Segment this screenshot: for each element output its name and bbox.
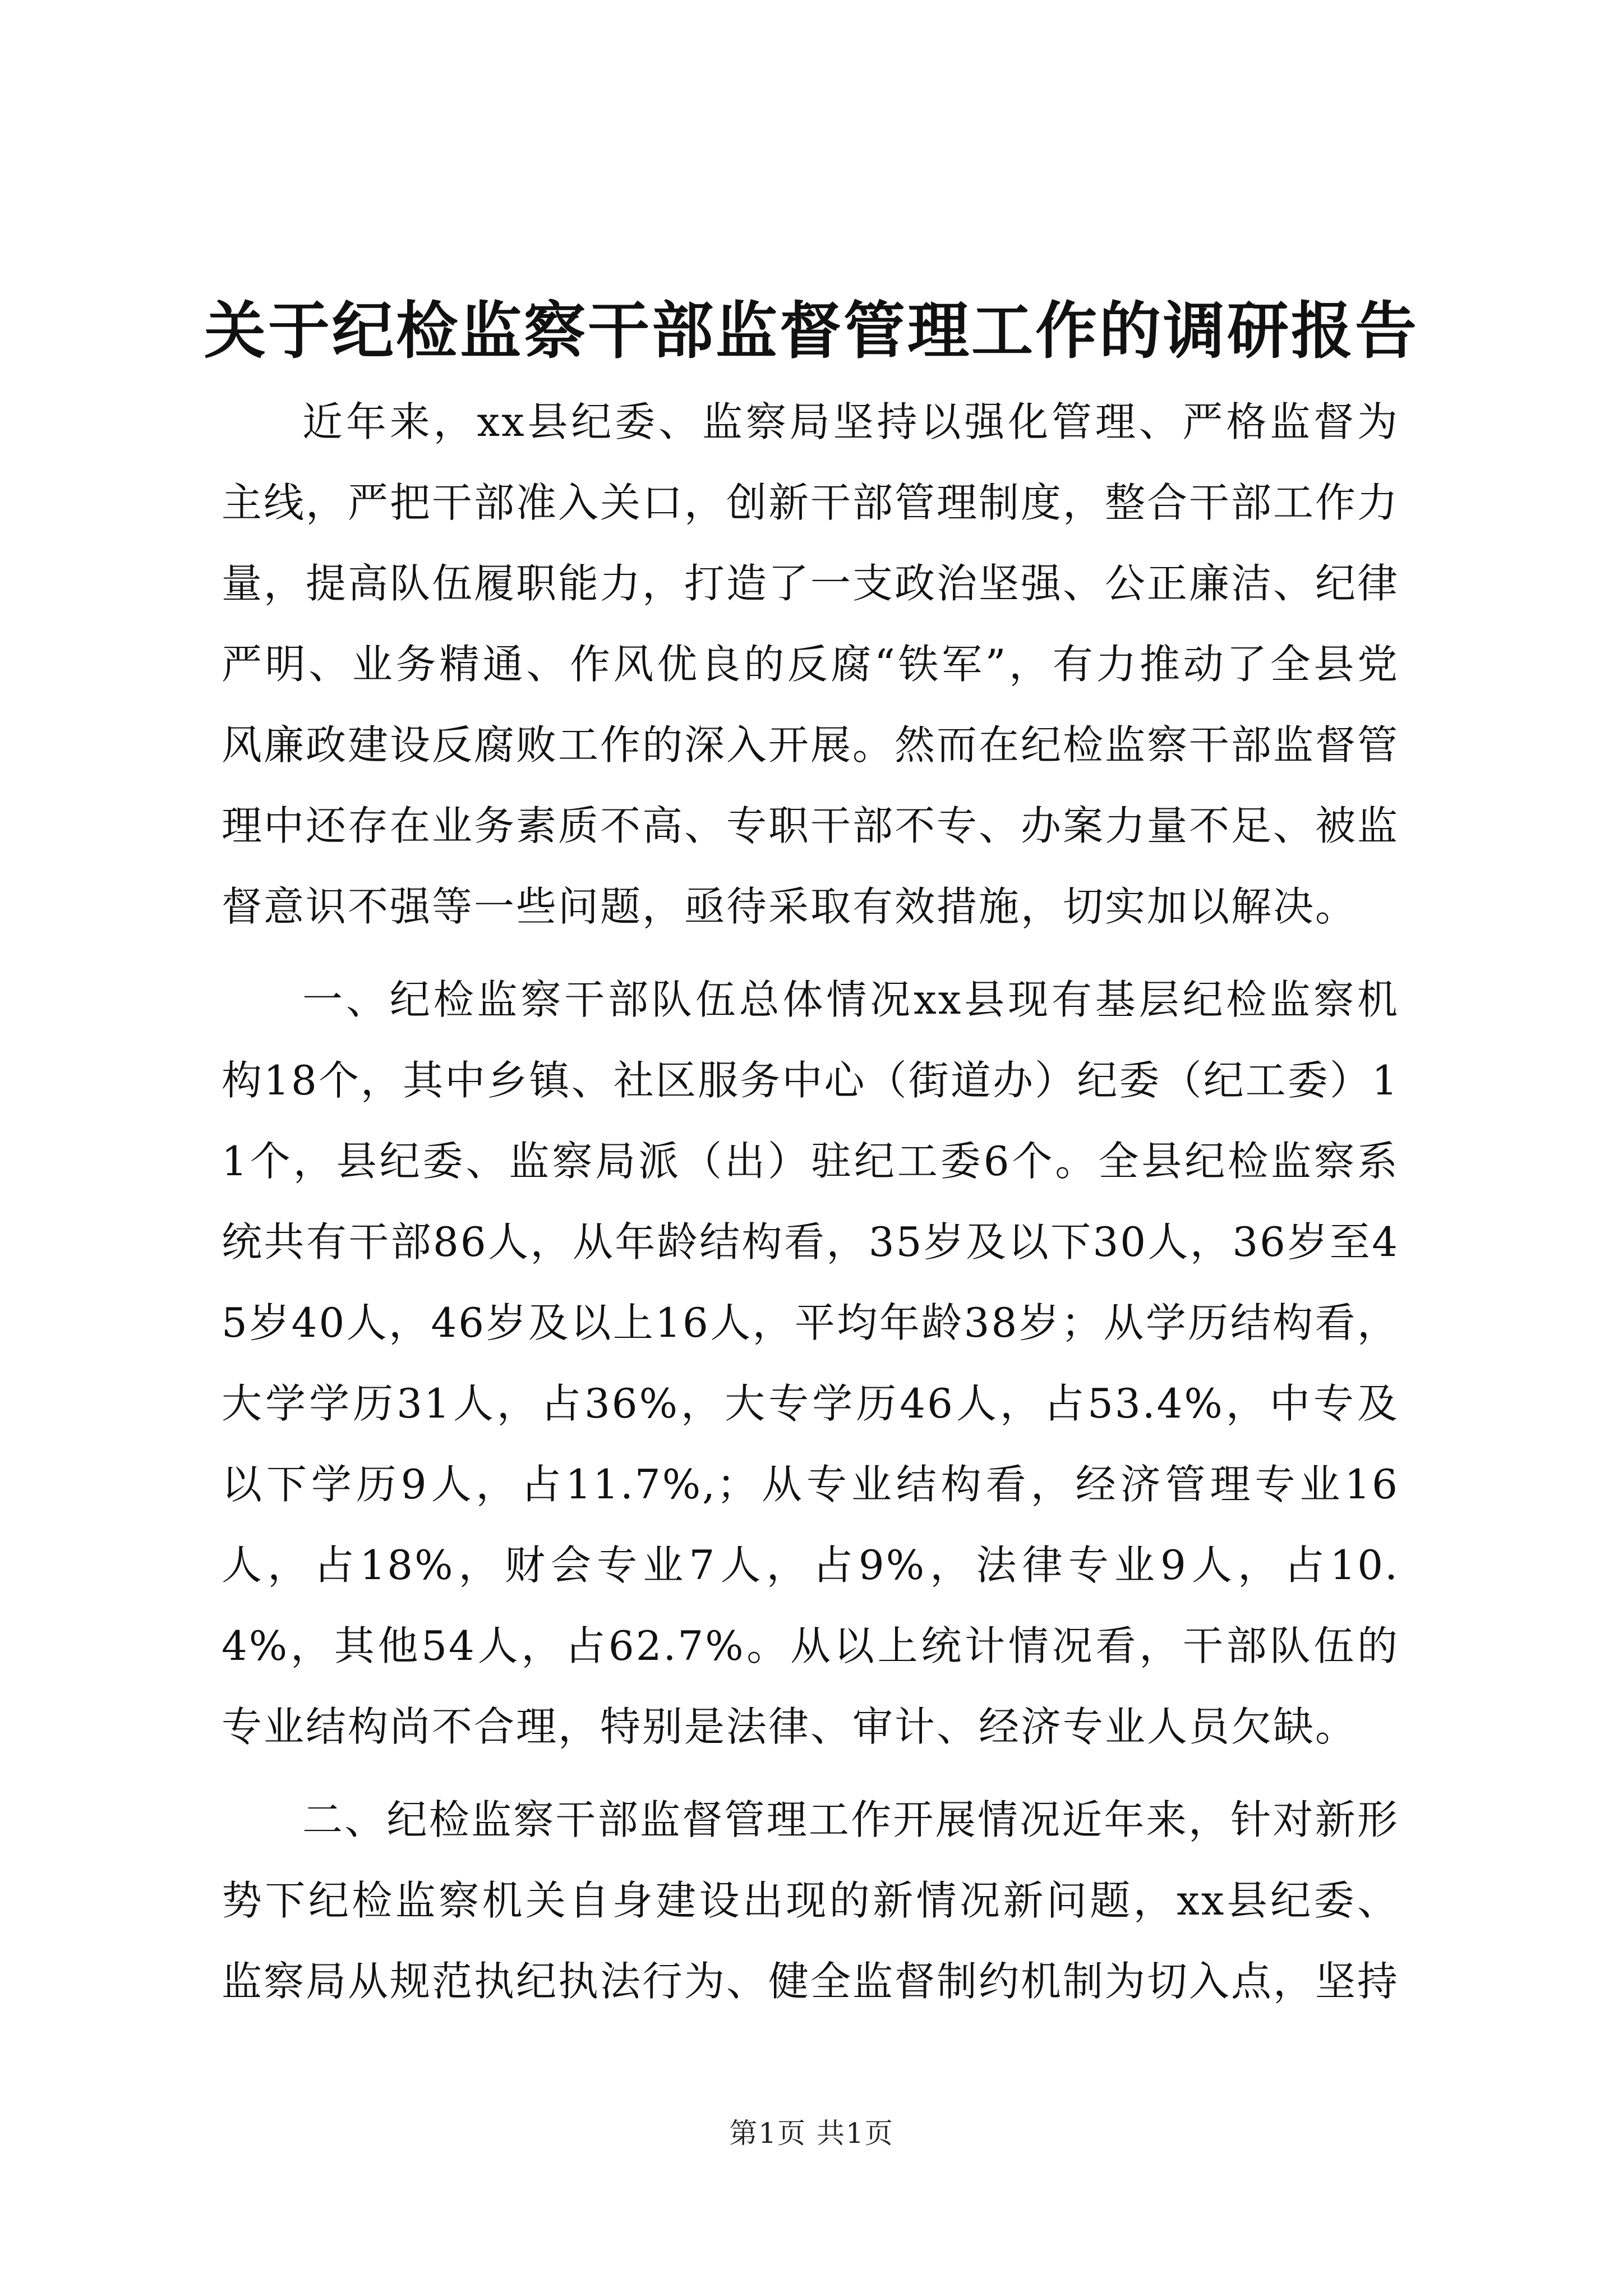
paragraph-intro: 近年来，xx县纪委、监察局坚持以强化管理、严格监督为主线，严把干部准入关口，创新干部管理制度，整合干部工作力量，提高队伍履职能力，打造了一支政治坚强、公正廉洁、纪律严明、业务精通、作风优良的反腐“铁军”，有力推动了全县党风廉政建设反腐败工作的深入开展。然而在纪检监察干部监督管理中还存在业务素质不高、专职干部不专、办案力量不足、被监督意识不强等一些问题，亟待采取有效措施，切实加以解决。 [222,398,1400,930]
paragraph-section-two: 二、纪检监察干部监督管理工作开展情况近年来，针对新形势下纪检监察机关自身建设出现的新情况新问题，xx县纪委、监察局从规范执纪执法行为、健全监督制约机制为切入点，坚持 [222,1796,1400,2005]
paragraph-section-one: 一、纪检监察干部队伍总体情况xx县现有基层纪检监察机构18个，其中乡镇、社区服务中心（街道办）纪委（纪工委）11个，县纪委、监察局派（出）驻纪工委6个。全县纪检监察系统共有干部86人，从年龄结构看，35岁及以下30人，36岁至45岁40人，46岁及以上16人，平均年龄38岁；从学历结构看，大学学历31人，占36%，大专学历46人，占53.4%，中专及以下学历9人，占11.7%,；从专业结构看，经济管理专业16人，占18%，财会专业7人，占9%，法律专业9人，占10.4%，其他54人，占62.7%。从以上统计情况看，干部队伍的专业结构尚不合理，特别是法律、审计、经济专业人员欠缺。 [222,976,1399,1750]
page-footer: 第1页 共1页 [729,2117,894,2150]
document-body [222,381,1399,2022]
document-title: 关于纪检监察干部监督管理工作的调研报告 [204,295,1419,367]
